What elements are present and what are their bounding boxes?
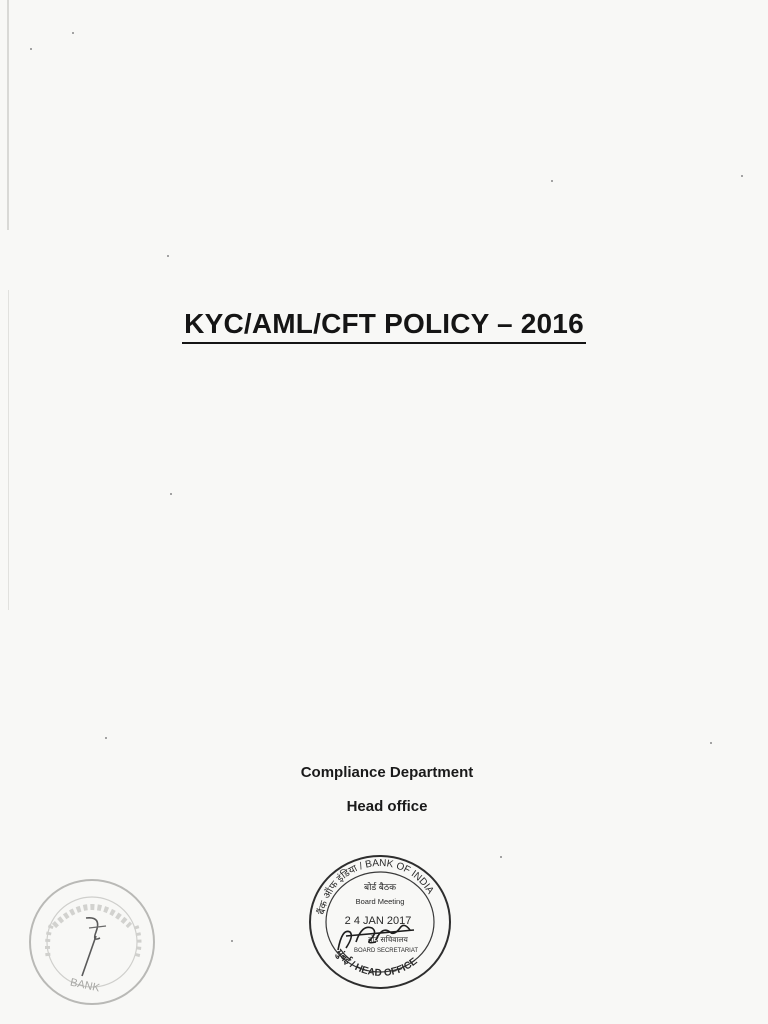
seal-line-1: बोर्ड बैठक [363,882,397,892]
scan-speck [30,48,32,50]
seal-line-4: BOARD SECRETARIAT [353,948,419,954]
scan-speck [105,737,107,739]
scan-speck [170,493,172,495]
scan-speck [551,180,553,182]
scan-speck [231,940,233,942]
seal-line-2: Board Meeting [355,897,405,906]
document-title-text: KYC/AML/CFT POLICY – 2016 [182,307,586,344]
scan-speck [741,175,743,177]
scan-edge-artifact [7,0,9,230]
scan-speck [710,742,712,744]
scan-speck [72,32,74,34]
seal-ring-top-text: बैंक ऑफ इंडिया / BANK OF INDIA [316,857,436,916]
document-title [0,307,768,344]
seal-ring-bottom-text: मुंबई / HEAD OFFICE [333,947,420,980]
seal-line-3: बोर्ड सचिवालय [368,935,408,944]
board-meeting-seal-icon [306,852,454,992]
office-name: Head office [346,798,428,815]
faded-seal-icon [26,876,158,1008]
scan-speck [500,856,502,858]
faded-seal-text: BANK [69,976,101,995]
department-name: Compliance Department [300,764,474,781]
seal-date: 2 4 JAN 2017 [344,915,412,927]
scan-speck [167,255,169,257]
